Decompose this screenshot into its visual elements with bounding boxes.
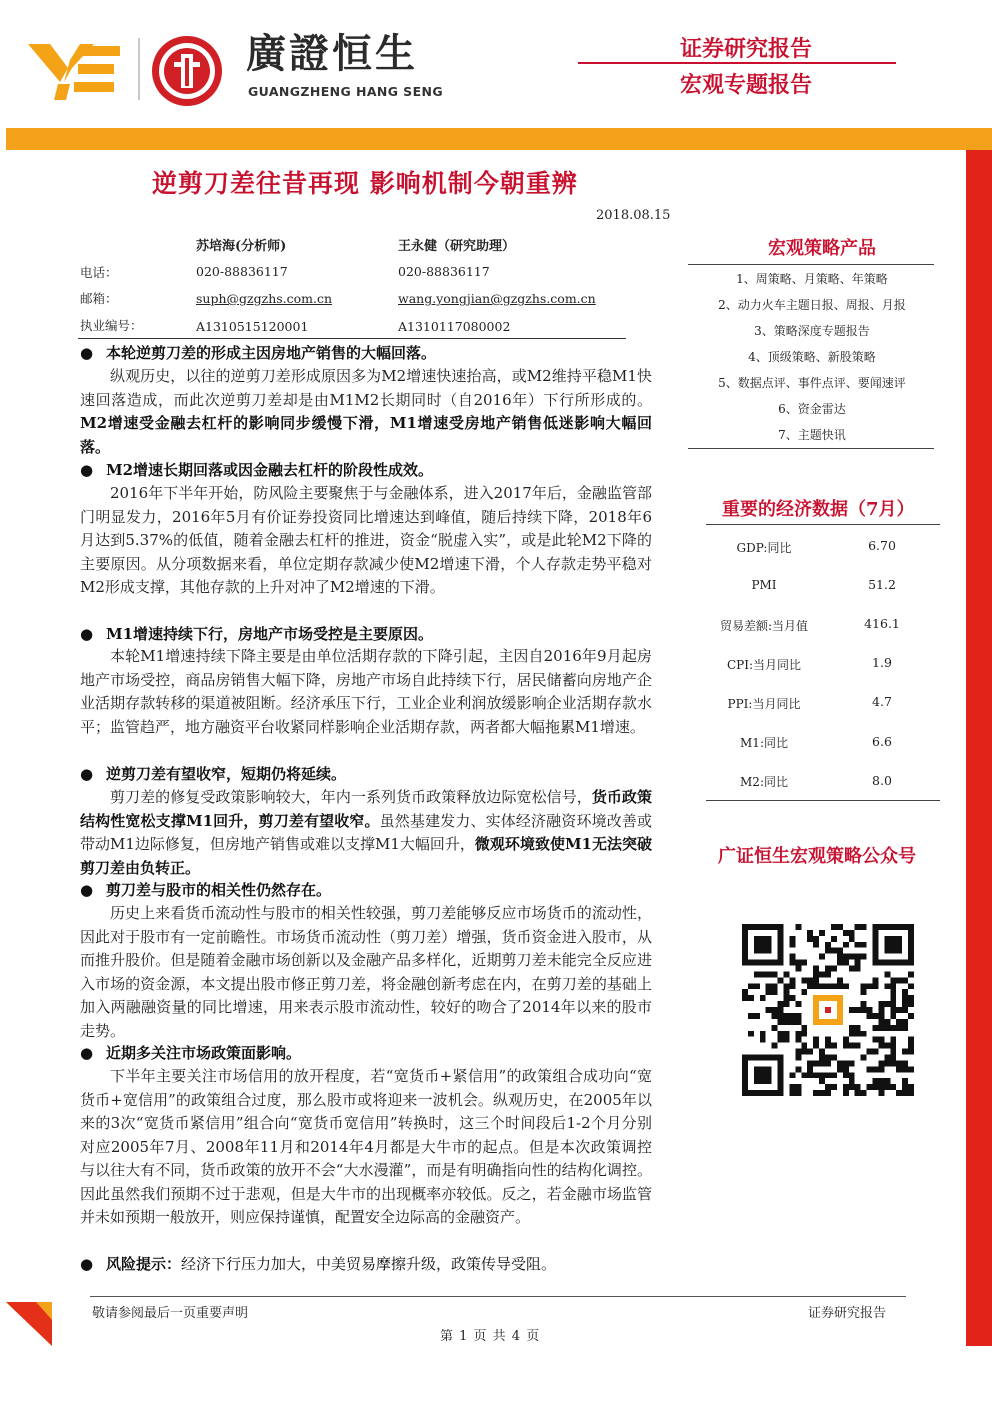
report-type: 证券研究报告: [680, 36, 813, 62]
email-label: 邮箱：: [80, 291, 118, 306]
econ-value: 51.2: [868, 577, 896, 592]
product-item: 5、数据点评、事件点评、要闻速评: [718, 376, 906, 390]
econ-value: 6.6: [872, 734, 892, 749]
contact-divider: [78, 338, 626, 339]
paragraph-5: 历史上来看货币流动性与股市的相关性较强，剪刀差能够反应市场货币的流动性，因此对于股市有一定前瞻性。市场货币流动性（剪刀差）增强，货币资金进入股市，从而推升股价。但是随着金融市场创新以及金融产品多样化，近期剪刀差未能完全反应进入市场的资金源，本文提出股市修正剪刀差，将金融创新考虑在内，在剪刀差的基础上加入两融融资量的同比增速，用来表示股市流动性，较好的吻合了2014年以来的股市走势。: [80, 904, 652, 1040]
econ-value: 8.0: [872, 773, 892, 788]
orange-top-bar: [6, 128, 992, 150]
bullet-heading-5: ● 剪刀差与股市的相关性仍然存在。: [80, 881, 332, 899]
product-item: 4、顶级策略、新股策略: [748, 350, 876, 364]
econ-value: 1.9: [872, 655, 892, 670]
econ-value: 6.70: [868, 538, 896, 553]
econ-rule-top: [706, 524, 940, 525]
product-item: 7、主题快讯: [778, 428, 846, 442]
paragraph-3: 本轮M1增速持续下降主要是由单位活期存款的下降引起，主因自2016年9月起房地产市场受控，商品房销售大幅下降，房地产市场自此持续下行，居民储蓄向房地产企业活期存款转移的渠道被阻断。经济承压下行，工业企业利润放缓影响企业活期存款水平；监管趋严，地方融资平台收紧同样影响企业活期存款，两者都大幅拖累M1增速。: [80, 647, 652, 736]
paragraph-6: 下半年主要关注市场信用的放开程度，若“宽货币+紧信用”的政策组合成功向“宽货币+宽信用”的政策组合过度，那么股市或将迎来一波机会。纵观历史，在2005年以来的3次“宽货币紧信用”组合向“宽货币宽信用”转换时，这三个时间段后1-2个月分别对应2005年7月、2008年11月和2014年4月都是大牛市的起点。但是本次政策调控与以往大有不同，货币政策的放开不会“大水漫灌”，而是有明确指向性的结构化调控。因此虽然我们预期不过于悲观，但是大牛市的出现概率亦较低。反之，若金融市场监管并未如预期一般放开，则应保持谨慎，配置安全边际高的金融资产。: [80, 1067, 652, 1226]
report-subtype: 宏观专题报告: [680, 72, 813, 98]
company-seal-icon: [150, 34, 224, 108]
econ-label: PMI: [751, 578, 777, 592]
econ-label: PPI:当月同比: [727, 697, 801, 711]
product-item: 3、策略深度专题报告: [754, 324, 870, 338]
license-1: A1310515120001: [196, 319, 309, 334]
bullet-heading-2: ● M2增速长期回落或因金融去杠杆的阶段性成效。: [80, 461, 434, 479]
bullet-heading-6: ● 近期多关注市场政策面影响。: [80, 1044, 302, 1062]
bullet-heading-3: ● M1增速持续下行，房地产市场受控是主要原因。: [80, 625, 434, 643]
econ-label: GDP:同比: [736, 541, 792, 555]
products-rule-bottom: [688, 448, 934, 449]
product-item: 6、资金雷达: [778, 402, 846, 416]
phone-label: 电话：: [80, 265, 118, 280]
yf-logo-icon: [24, 38, 124, 104]
brand-name-cn: 廣證恒生: [246, 31, 418, 77]
email-link-1[interactable]: suph@gzgzhs.com.cn: [196, 291, 333, 306]
econ-label: M2:同比: [740, 775, 788, 789]
risk-warning: ● 风险提示：经济下行压力加大，中美贸易摩擦升级，政策传导受阻。: [80, 1255, 557, 1273]
econ-value: 416.1: [864, 616, 900, 631]
red-side-bar: [966, 150, 992, 1346]
bullet-heading-4: ● 逆剪刀差有望收窄，短期仍将延续。: [80, 765, 347, 783]
analyst-name-1: 苏培海(分析师): [196, 239, 287, 254]
paragraph-2: 2016年下半年开始，防风险主要聚焦于与金融体系，进入2017年后，金融监管部门明显发力，2016年5月有价证券投资同比增速达到峰值，随后持续下降，2018年6月达到5.37%的低值，随着金融去杠杆的推进，资金“脱虚入实”，或是此轮M2下降的主要原因。从分项数据来看，单位定期存款减少使M2增速下滑，个人存款走势平稳对M2形成支撑，其他存款的上升对冲了M2增速的下滑。: [80, 484, 652, 596]
report-date: 2018.08.15: [596, 208, 671, 223]
logo-divider: [138, 38, 140, 100]
wechat-title: 广证恒生宏观策略公众号: [718, 846, 916, 867]
paragraph-4: 剪刀差的修复受政策影响较大，年内一系列货币政策释放边际宽松信号，货币政策结构性宽松支撑M1回升，剪刀差有望收窄。虽然基建发力、实体经济融资环境改善或带动M1边际修复，但房地产销售或难以支撑M1大幅回升，微观环境致使M1无法突破剪刀差由负转正。: [80, 788, 653, 877]
phone-2: 020-88836117: [398, 264, 490, 279]
footer-rule: [90, 1296, 906, 1297]
econ-label: M1:同比: [740, 736, 788, 750]
footer-corner-icon: [6, 1302, 52, 1346]
brand-name-en: GUANGZHENG HANG SENG: [248, 84, 444, 99]
license-label: 执业编号：: [80, 318, 143, 333]
license-2: A1310117080002: [398, 319, 511, 334]
footer-disclaimer: 敬请参阅最后一页重要声明: [92, 1306, 249, 1321]
page-number: 第 1 页 共 4 页: [440, 1329, 541, 1344]
wechat-qr-code-icon[interactable]: [742, 924, 914, 1096]
email-link-2[interactable]: wang.yongjian@gzgzhs.com.cn: [398, 291, 596, 306]
econ-value: 4.7: [872, 694, 892, 709]
econ-label: 贸易差额:当月值: [719, 619, 809, 633]
econ-rule-bottom: [706, 800, 940, 801]
product-item: 2、动力火车主题日报、周报、月报: [718, 298, 906, 312]
bullet-heading-1: ● 本轮逆剪刀差的形成主因房地产销售的大幅回落。: [80, 344, 437, 362]
page-title: 逆剪刀差往昔再现 影响机制今朝重辨: [152, 169, 578, 198]
products-title: 宏观策略产品: [768, 238, 876, 259]
analyst-name-2: 王永健（研究助理）: [398, 239, 516, 254]
phone-1: 020-88836117: [196, 264, 288, 279]
econ-label: CPI:当月同比: [726, 658, 802, 672]
products-rule: [688, 264, 934, 265]
header-rule: [578, 62, 896, 64]
econ-data-title: 重要的经济数据（7月）: [722, 499, 915, 520]
paragraph-1: 纵观历史，以往的逆剪刀差形成原因多为M2增速快速抬高，或M2维持平稳M1快速回落造成，而此次逆剪刀差却是由M1M2长期同时（自2016年）下行所形成的。M2增速受金融去杠杆的影响同步缓慢下滑，M1增速受房地产销售低迷影响大幅回落。: [80, 367, 652, 456]
footer-report-type: 证券研究报告: [808, 1306, 887, 1321]
product-item: 1、周策略、月策略、年策略: [736, 272, 888, 286]
